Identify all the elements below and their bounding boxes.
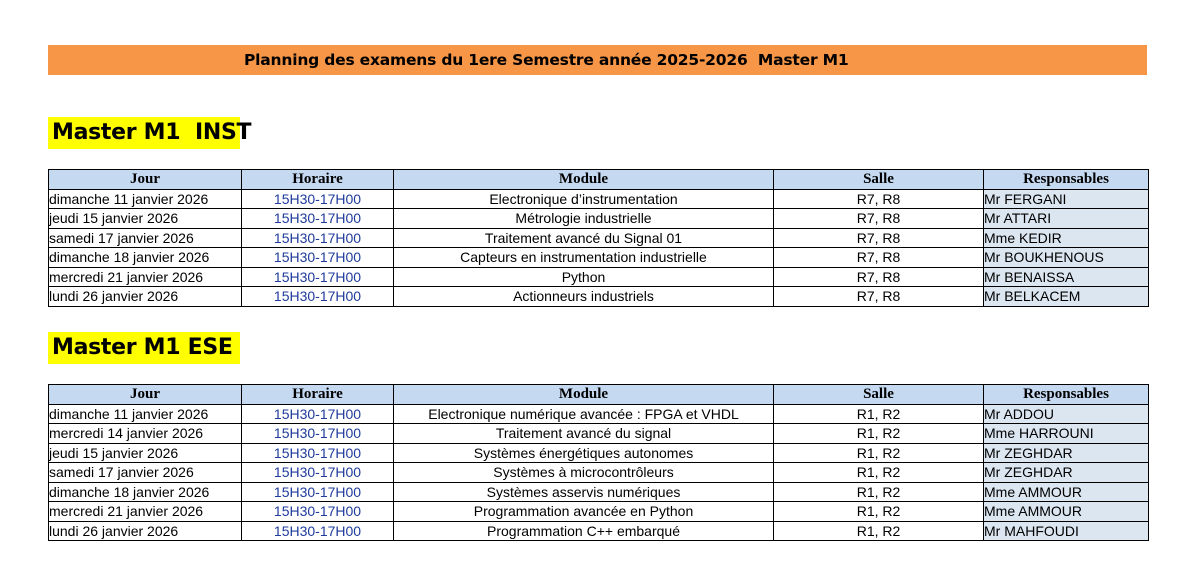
cell-horaire: 15H30-17H00 xyxy=(242,287,394,307)
column-header-jour: Jour xyxy=(49,385,242,405)
cell-responsable: Mme AMMOUR xyxy=(984,482,1149,502)
cell-salle: R1, R2 xyxy=(774,443,984,463)
cell-horaire: 15H30-17H00 xyxy=(242,482,394,502)
cell-module: Systèmes asservis numériques xyxy=(394,482,774,502)
cell-salle: R1, R2 xyxy=(774,463,984,483)
cell-module: Capteurs en instrumentation industrielle xyxy=(394,248,774,268)
table-row xyxy=(49,189,1149,209)
cell-jour: jeudi 15 janvier 2026 xyxy=(49,209,242,229)
cell-responsable: Mme KEDIR xyxy=(984,228,1149,248)
cell-horaire: 15H30-17H00 xyxy=(242,443,394,463)
cell-salle: R7, R8 xyxy=(774,209,984,229)
table-header-row xyxy=(49,170,1149,190)
table-row xyxy=(49,248,1149,268)
cell-salle: R1, R2 xyxy=(774,502,984,522)
table-row xyxy=(49,521,1149,541)
cell-jour: dimanche 11 janvier 2026 xyxy=(49,189,242,209)
cell-module: Systèmes énergétiques autonomes xyxy=(394,443,774,463)
cell-responsable: Mr MAHFOUDI xyxy=(984,521,1149,541)
cell-salle: R7, R8 xyxy=(774,228,984,248)
cell-jour: samedi 17 janvier 2026 xyxy=(49,228,242,248)
cell-module: Programmation avancée en Python xyxy=(394,502,774,522)
cell-responsable: Mr ZEGHDAR xyxy=(984,443,1149,463)
cell-responsable: Mr ZEGHDAR xyxy=(984,463,1149,483)
cell-horaire: 15H30-17H00 xyxy=(242,521,394,541)
table-row xyxy=(49,443,1149,463)
cell-salle: R7, R8 xyxy=(774,248,984,268)
table-row xyxy=(49,424,1149,444)
cell-module: Electronique numérique avancée : FPGA et VHDL xyxy=(394,404,774,424)
table-row xyxy=(49,502,1149,522)
cell-horaire: 15H30-17H00 xyxy=(242,267,394,287)
table-row xyxy=(49,209,1149,229)
cell-responsable: Mr BELKACEM xyxy=(984,287,1149,307)
table-header-row xyxy=(49,385,1149,405)
cell-module: Traitement avancé du signal xyxy=(394,424,774,444)
cell-salle: R1, R2 xyxy=(774,424,984,444)
cell-salle: R1, R2 xyxy=(774,482,984,502)
cell-jour: dimanche 11 janvier 2026 xyxy=(49,404,242,424)
column-header-jour: Jour xyxy=(49,170,242,190)
table-row xyxy=(49,228,1149,248)
cell-horaire: 15H30-17H00 xyxy=(242,424,394,444)
cell-module: Traitement avancé du Signal 01 xyxy=(394,228,774,248)
column-header-module: Module xyxy=(394,170,774,190)
cell-horaire: 15H30-17H00 xyxy=(242,209,394,229)
table-row xyxy=(49,463,1149,483)
cell-salle: R7, R8 xyxy=(774,267,984,287)
cell-horaire: 15H30-17H00 xyxy=(242,404,394,424)
cell-module: Métrologie industrielle xyxy=(394,209,774,229)
cell-responsable: Mr BENAISSA xyxy=(984,267,1149,287)
column-header-responsables: Responsables xyxy=(984,385,1149,405)
cell-horaire: 15H30-17H00 xyxy=(242,502,394,522)
cell-salle: R7, R8 xyxy=(774,189,984,209)
cell-jour: dimanche 18 janvier 2026 xyxy=(49,482,242,502)
cell-module: Programmation C++ embarqué xyxy=(394,521,774,541)
table-row xyxy=(49,482,1149,502)
page-title: Planning des examens du 1ere Semestre année 2025-2026 Master M1 xyxy=(244,51,849,69)
column-header-horaire: Horaire xyxy=(242,170,394,190)
cell-jour: mercredi 14 janvier 2026 xyxy=(49,424,242,444)
cell-module: Actionneurs industriels xyxy=(394,287,774,307)
cell-jour: jeudi 15 janvier 2026 xyxy=(49,443,242,463)
cell-jour: dimanche 18 janvier 2026 xyxy=(49,248,242,268)
exam-table-ese xyxy=(48,384,1149,541)
column-header-responsables: Responsables xyxy=(984,170,1149,190)
cell-responsable: Mme AMMOUR xyxy=(984,502,1149,522)
page-title-bar xyxy=(48,45,1147,75)
cell-module: Systèmes à microcontrôleurs xyxy=(394,463,774,483)
cell-responsable: Mr FERGANI xyxy=(984,189,1149,209)
cell-responsable: Mr ATTARI xyxy=(984,209,1149,229)
table-row xyxy=(49,267,1149,287)
cell-module: Python xyxy=(394,267,774,287)
cell-jour: mercredi 21 janvier 2026 xyxy=(49,502,242,522)
exam-table-inst xyxy=(48,169,1149,307)
section-title-inst: Master M1 INST xyxy=(48,117,240,149)
cell-horaire: 15H30-17H00 xyxy=(242,248,394,268)
column-header-horaire: Horaire xyxy=(242,385,394,405)
column-header-module: Module xyxy=(394,385,774,405)
cell-jour: lundi 26 janvier 2026 xyxy=(49,287,242,307)
cell-responsable: Mme HARROUNI xyxy=(984,424,1149,444)
cell-salle: R7, R8 xyxy=(774,287,984,307)
cell-salle: R1, R2 xyxy=(774,521,984,541)
section-title-ese: Master M1 ESE xyxy=(48,332,240,364)
table-row xyxy=(49,404,1149,424)
cell-jour: lundi 26 janvier 2026 xyxy=(49,521,242,541)
cell-jour: samedi 17 janvier 2026 xyxy=(49,463,242,483)
column-header-salle: Salle xyxy=(774,385,984,405)
column-header-salle: Salle xyxy=(774,170,984,190)
table-row xyxy=(49,287,1149,307)
cell-horaire: 15H30-17H00 xyxy=(242,463,394,483)
cell-salle: R1, R2 xyxy=(774,404,984,424)
cell-responsable: Mr BOUKHENOUS xyxy=(984,248,1149,268)
cell-responsable: Mr ADDOU xyxy=(984,404,1149,424)
cell-horaire: 15H30-17H00 xyxy=(242,189,394,209)
cell-module: Electronique d’instrumentation xyxy=(394,189,774,209)
cell-horaire: 15H30-17H00 xyxy=(242,228,394,248)
cell-jour: mercredi 21 janvier 2026 xyxy=(49,267,242,287)
